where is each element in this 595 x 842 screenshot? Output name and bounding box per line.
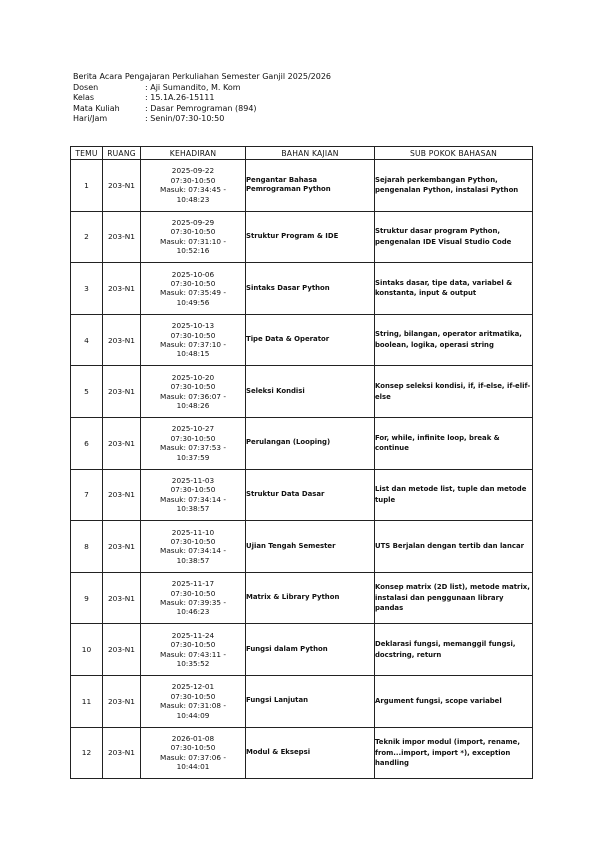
cell-temu: 6 <box>71 417 103 469</box>
table-row <box>71 263 533 315</box>
header-kehadiran: KEHADIRAN <box>141 147 246 160</box>
cell-kehadiran <box>141 675 246 727</box>
cell-bahan-kajian: Ujian Tengah Semester <box>246 521 375 573</box>
cell-ruang: 203-N1 <box>103 160 141 212</box>
cell-kehadiran <box>141 521 246 573</box>
cell-sub-pokok-bahasan: Argument fungsi, scope variabel <box>375 675 533 727</box>
table-header-row <box>71 147 533 160</box>
table-row <box>71 417 533 469</box>
header-sub-pokok-bahasan: SUB POKOK BAHASAN <box>375 147 533 160</box>
cell-sub-pokok-bahasan: Konsep seleksi kondisi, if, if-else, if-elif-else <box>375 366 533 418</box>
kehadiran-keluar: 10:44:09 <box>176 710 210 720</box>
table-row <box>71 314 533 366</box>
cell-sub-pokok-bahasan: List dan metode list, tuple dan metode tuple <box>375 469 533 521</box>
cell-temu: 1 <box>71 160 103 212</box>
cell-temu: 10 <box>71 624 103 676</box>
table-row <box>71 521 533 573</box>
cell-kehadiran <box>141 572 246 624</box>
cell-sub-pokok-bahasan: Sejarah perkembangan Python, pengenalan Python, instalasi Python <box>375 160 533 212</box>
kehadiran-date: 2025-12-01 <box>171 682 215 692</box>
kehadiran-schedule: 07:30-10:50 <box>170 279 216 289</box>
header-value: : 15.1A.26-15111 <box>145 93 215 103</box>
kehadiran-date: 2025-11-24 <box>171 630 215 640</box>
kehadiran-masuk: Masuk: 07:43:11 - <box>160 649 226 659</box>
kehadiran-date: 2025-10-20 <box>171 372 215 382</box>
kehadiran-keluar: 10:46:23 <box>176 607 210 617</box>
document-title: Berita Acara Pengajaran Perkuliahan Semester Ganjil 2025/2026 <box>73 72 332 81</box>
kehadiran-keluar: 10:48:15 <box>176 349 210 359</box>
kehadiran-schedule: 07:30-10:50 <box>170 382 216 392</box>
kehadiran-date: 2025-11-03 <box>171 476 215 486</box>
kehadiran-keluar: 10:35:52 <box>176 659 210 669</box>
cell-bahan-kajian: Modul & Eksepsi <box>246 727 375 779</box>
cell-ruang: 203-N1 <box>103 572 141 624</box>
kehadiran-keluar: 10:38:57 <box>176 555 210 565</box>
cell-temu: 11 <box>71 675 103 727</box>
kehadiran-date: 2025-10-27 <box>171 424 215 434</box>
kehadiran-keluar: 10:44:01 <box>176 762 210 772</box>
cell-temu: 4 <box>71 314 103 366</box>
kehadiran-masuk: Masuk: 07:39:35 - <box>160 598 226 608</box>
cell-bahan-kajian: Sintaks Dasar Python <box>246 263 375 315</box>
cell-sub-pokok-bahasan: String, bilangan, operator aritmatika, boolean, logika, operasi string <box>375 314 533 366</box>
kehadiran-date: 2025-09-22 <box>171 166 215 176</box>
header-value: : Aji Sumandito, M. Kom <box>145 82 241 92</box>
header-value: : Senin/07:30-10:50 <box>145 114 225 124</box>
cell-sub-pokok-bahasan: Deklarasi fungsi, memanggil fungsi, docstring, return <box>375 624 533 676</box>
cell-temu: 9 <box>71 572 103 624</box>
header-row-hari-jam <box>73 114 331 125</box>
document-header <box>73 72 331 125</box>
cell-kehadiran <box>141 417 246 469</box>
cell-ruang: 203-N1 <box>103 521 141 573</box>
cell-sub-pokok-bahasan: Konsep matrix (2D list), metode matrix, instalasi dan penggunaan library pandas <box>375 572 533 624</box>
cell-bahan-kajian: Fungsi Lanjutan <box>246 675 375 727</box>
kehadiran-masuk: Masuk: 07:31:10 - <box>160 236 226 246</box>
kehadiran-schedule: 07:30-10:50 <box>170 485 216 495</box>
kehadiran-schedule: 07:30-10:50 <box>170 175 216 185</box>
cell-bahan-kajian: Fungsi dalam Python <box>246 624 375 676</box>
cell-sub-pokok-bahasan: For, while, infinite loop, break & continue <box>375 417 533 469</box>
kehadiran-masuk: Masuk: 07:34:14 - <box>160 494 226 504</box>
kehadiran-masuk: Masuk: 07:31:08 - <box>160 701 226 711</box>
table-row <box>71 624 533 676</box>
kehadiran-masuk: Masuk: 07:34:45 - <box>160 185 226 195</box>
table-row <box>71 469 533 521</box>
kehadiran-date: 2025-11-17 <box>171 579 215 589</box>
kehadiran-masuk: Masuk: 07:37:53 - <box>160 443 226 453</box>
header-row-dosen <box>73 83 331 94</box>
table-row <box>71 211 533 263</box>
kehadiran-keluar: 10:52:16 <box>176 246 210 256</box>
kehadiran-masuk: Masuk: 07:37:10 - <box>160 340 226 350</box>
cell-temu: 8 <box>71 521 103 573</box>
table-row <box>71 675 533 727</box>
table-row <box>71 572 533 624</box>
cell-bahan-kajian: Matrix & Library Python <box>246 572 375 624</box>
kehadiran-date: 2026-01-08 <box>171 734 215 744</box>
cell-ruang: 203-N1 <box>103 675 141 727</box>
table-row <box>71 727 533 779</box>
cell-bahan-kajian: Seleksi Kondisi <box>246 366 375 418</box>
cell-ruang: 203-N1 <box>103 366 141 418</box>
cell-kehadiran <box>141 160 246 212</box>
kehadiran-schedule: 07:30-10:50 <box>170 227 216 237</box>
cell-sub-pokok-bahasan: Sintaks dasar, tipe data, variabel & konstanta, input & output <box>375 263 533 315</box>
header-value: : Dasar Pemrograman (894) <box>145 103 257 113</box>
kehadiran-date: 2025-11-10 <box>171 527 215 537</box>
header-label: Hari/Jam <box>73 114 108 124</box>
attendance-table <box>70 146 533 779</box>
kehadiran-masuk: Masuk: 07:35:49 - <box>160 288 226 298</box>
cell-temu: 5 <box>71 366 103 418</box>
cell-ruang: 203-N1 <box>103 314 141 366</box>
cell-bahan-kajian: Tipe Data & Operator <box>246 314 375 366</box>
kehadiran-keluar: 10:49:56 <box>176 297 210 307</box>
cell-ruang: 203-N1 <box>103 469 141 521</box>
cell-sub-pokok-bahasan: UTS Berjalan dengan tertib dan lancar <box>375 521 533 573</box>
cell-temu: 2 <box>71 211 103 263</box>
kehadiran-date: 2025-10-13 <box>171 321 215 331</box>
cell-ruang: 203-N1 <box>103 417 141 469</box>
kehadiran-schedule: 07:30-10:50 <box>170 640 216 650</box>
cell-bahan-kajian: Perulangan (Looping) <box>246 417 375 469</box>
cell-kehadiran <box>141 314 246 366</box>
kehadiran-schedule: 07:30-10:50 <box>170 588 216 598</box>
cell-ruang: 203-N1 <box>103 727 141 779</box>
cell-temu: 3 <box>71 263 103 315</box>
kehadiran-date: 2025-10-06 <box>171 269 215 279</box>
header-row-mata-kuliah <box>73 104 331 115</box>
kehadiran-masuk: Masuk: 07:34:14 - <box>160 546 226 556</box>
cell-bahan-kajian: Struktur Program & IDE <box>246 211 375 263</box>
cell-kehadiran <box>141 469 246 521</box>
cell-kehadiran <box>141 727 246 779</box>
table-body <box>71 160 533 779</box>
header-label: Dosen <box>73 82 99 92</box>
cell-ruang: 203-N1 <box>103 624 141 676</box>
header-label: Kelas <box>73 93 95 103</box>
cell-kehadiran <box>141 263 246 315</box>
header-row-kelas <box>73 93 331 104</box>
cell-kehadiran <box>141 211 246 263</box>
kehadiran-date: 2025-09-29 <box>171 218 215 228</box>
cell-bahan-kajian: Struktur Data Dasar <box>246 469 375 521</box>
table-row <box>71 160 533 212</box>
cell-ruang: 203-N1 <box>103 211 141 263</box>
cell-kehadiran <box>141 366 246 418</box>
cell-temu: 12 <box>71 727 103 779</box>
kehadiran-keluar: 10:38:57 <box>176 504 210 514</box>
cell-sub-pokok-bahasan: Struktur dasar program Python, pengenalan IDE Visual Studio Code <box>375 211 533 263</box>
kehadiran-masuk: Masuk: 07:37:06 - <box>160 752 226 762</box>
cell-bahan-kajian: Pengantar Bahasa Pemrograman Python <box>246 160 375 212</box>
header-temu: TEMU <box>71 147 103 160</box>
kehadiran-keluar: 10:48:26 <box>176 401 210 411</box>
table-row <box>71 366 533 418</box>
cell-temu: 7 <box>71 469 103 521</box>
header-label: Mata Kuliah <box>73 103 120 113</box>
kehadiran-schedule: 07:30-10:50 <box>170 743 216 753</box>
cell-kehadiran <box>141 624 246 676</box>
header-ruang: RUANG <box>103 147 141 160</box>
kehadiran-masuk: Masuk: 07:36:07 - <box>160 391 226 401</box>
kehadiran-schedule: 07:30-10:50 <box>170 433 216 443</box>
header-bahan-kajian: BAHAN KAJIAN <box>246 147 375 160</box>
cell-ruang: 203-N1 <box>103 263 141 315</box>
kehadiran-schedule: 07:30-10:50 <box>170 691 216 701</box>
kehadiran-keluar: 10:37:59 <box>176 452 210 462</box>
cell-sub-pokok-bahasan: Teknik impor modul (import, rename, from...import, import *), exception handling <box>375 727 533 779</box>
kehadiran-schedule: 07:30-10:50 <box>170 537 216 547</box>
kehadiran-schedule: 07:30-10:50 <box>170 330 216 340</box>
kehadiran-keluar: 10:48:23 <box>176 194 210 204</box>
